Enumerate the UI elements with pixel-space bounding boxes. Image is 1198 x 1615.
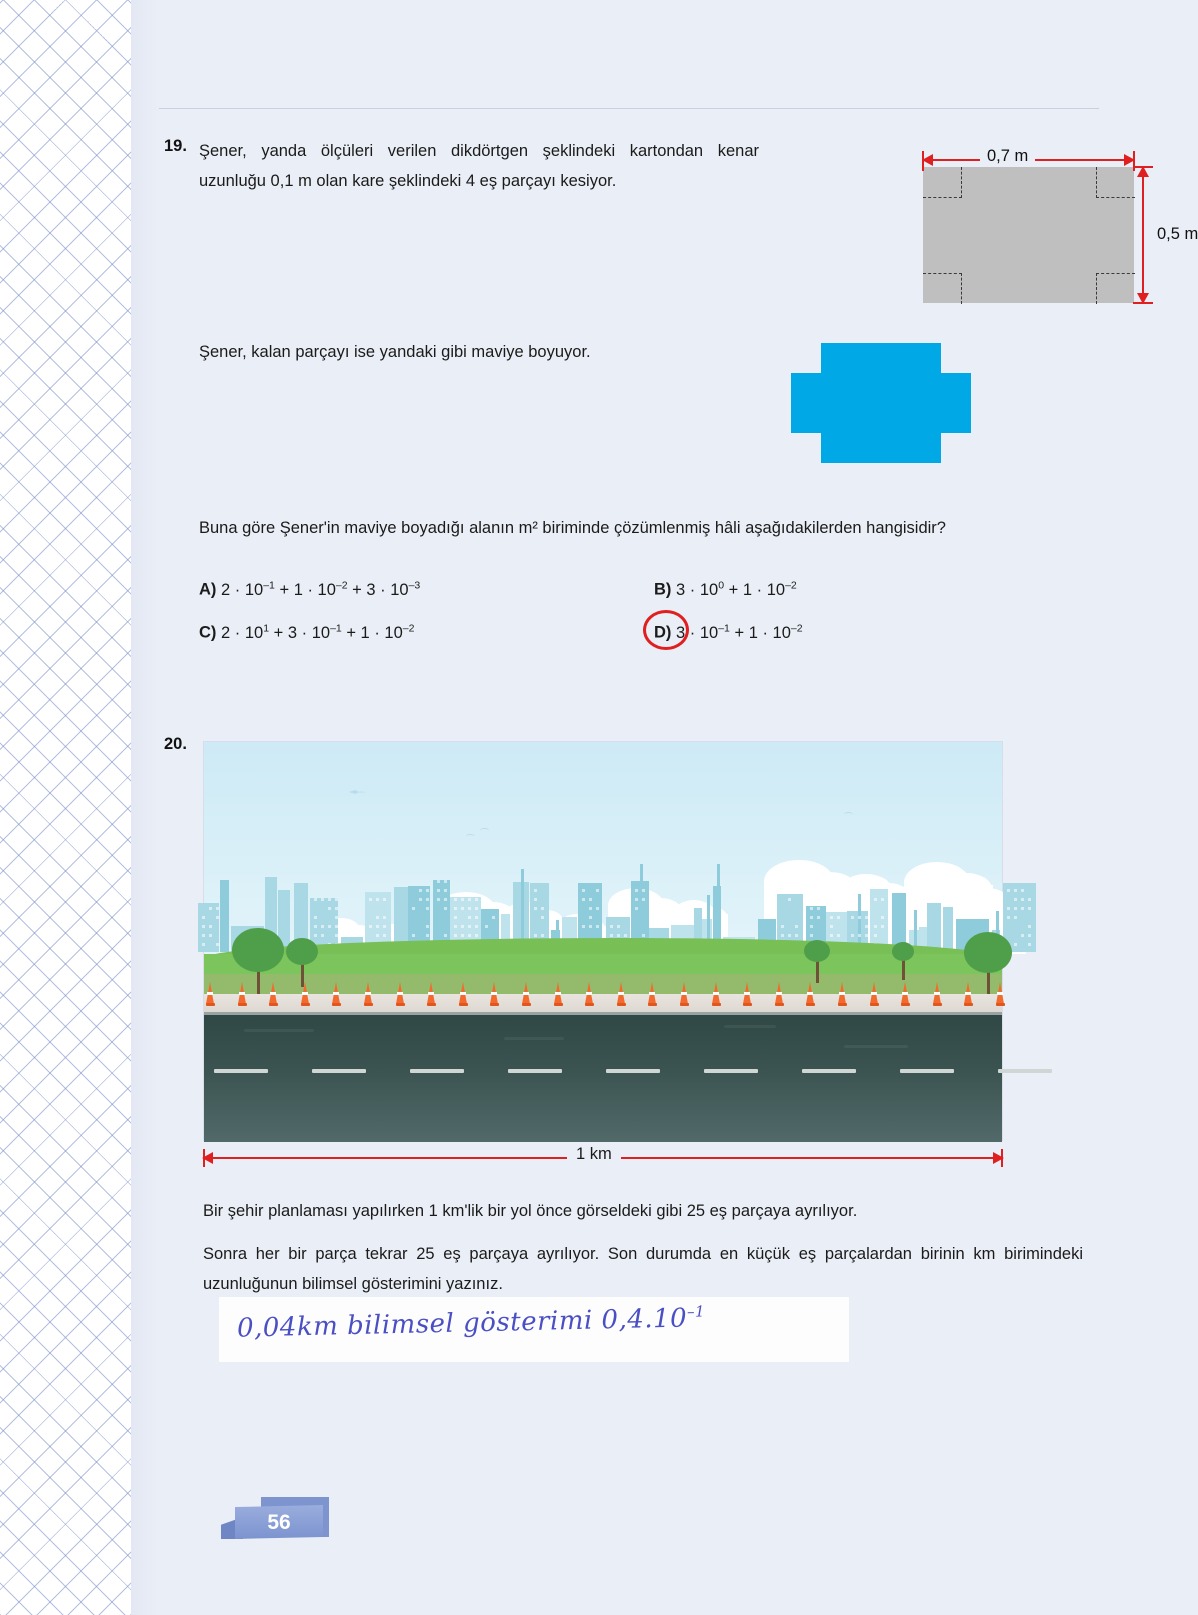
option-a-key: A) [199, 580, 217, 599]
building-window [216, 943, 219, 946]
header-divider [159, 108, 1099, 109]
road-highlight [844, 1045, 908, 1048]
building-window [376, 898, 379, 901]
building-window [209, 934, 212, 937]
building-window [1014, 889, 1017, 892]
building-window [642, 898, 645, 901]
page-content [159, 0, 1198, 1615]
building-window [617, 934, 620, 937]
tree-canopy [964, 932, 1012, 973]
building-window [376, 934, 379, 937]
lane-dash [606, 1069, 660, 1073]
building-window [475, 934, 478, 937]
traffic-cone [870, 980, 879, 1006]
building-window [328, 925, 331, 928]
building-window [865, 934, 868, 937]
building-window [369, 898, 372, 901]
building-window [881, 916, 884, 919]
tree [804, 940, 830, 982]
building-window [830, 916, 833, 919]
traffic-cone [838, 980, 847, 1006]
width-dimension-label: 0,7 m [980, 147, 1035, 166]
building-window [810, 916, 813, 919]
building-window [810, 907, 813, 910]
traffic-cone [206, 980, 215, 1006]
building-window [437, 880, 440, 883]
building-window [444, 907, 447, 910]
building-window [635, 889, 638, 892]
lane-dash [998, 1069, 1052, 1073]
building-window [321, 925, 324, 928]
road-highlight [724, 1025, 776, 1028]
traffic-cone [238, 980, 247, 1006]
building-window [321, 898, 324, 901]
building-window [817, 916, 820, 919]
height-dimension-label: 0,5 m [1157, 225, 1198, 243]
road-surface [204, 1015, 1002, 1142]
building-window [589, 916, 592, 919]
traffic-cone [364, 980, 373, 1006]
traffic-cone [712, 980, 721, 1006]
building-window [426, 907, 429, 910]
traffic-cone [301, 980, 310, 1006]
page-number-badge [221, 1497, 341, 1543]
building-window [851, 916, 854, 919]
building-window [314, 916, 317, 919]
building-window [788, 898, 791, 901]
blue-painted-shape [759, 333, 984, 473]
decorative-margin-pattern [0, 0, 131, 1615]
building-window [1014, 898, 1017, 901]
building-window [426, 925, 429, 928]
building-window [314, 898, 317, 901]
option-b-key: B) [654, 580, 672, 599]
building-window [781, 934, 784, 937]
traffic-cone [933, 980, 942, 1006]
cut-corner-top-right [1096, 167, 1135, 198]
building-window [335, 925, 338, 928]
traffic-cone [648, 980, 657, 1006]
tree-canopy [804, 940, 830, 962]
building-window [865, 916, 868, 919]
tree-canopy [892, 942, 914, 961]
building-window [635, 907, 638, 910]
building-window [202, 943, 205, 946]
building-window [383, 925, 386, 928]
building-window [1028, 943, 1031, 946]
traffic-cone [617, 980, 626, 1006]
building-window [202, 916, 205, 919]
traffic-cone [964, 980, 973, 1006]
lane-dash [704, 1069, 758, 1073]
tree [286, 938, 318, 986]
building-window [541, 907, 544, 910]
building-window [444, 898, 447, 901]
building-window [1014, 943, 1017, 946]
building [943, 907, 953, 952]
option-a-value: $2 \cdot 10^{-1} + 1 \cdot 10^{-2} + 3 \cdot 10^{-3}$ [221, 579, 421, 599]
building-window [610, 934, 613, 937]
building-window [874, 898, 877, 901]
building-window [534, 898, 537, 901]
building-window [209, 907, 212, 910]
handwritten-answer-text: 0,04km bilimsel gösterimi $0,4.10^{-1}$ [236, 1302, 706, 1344]
lane-dash [508, 1069, 562, 1073]
lane-dash [214, 1069, 268, 1073]
building-window [492, 916, 495, 919]
building-window [314, 925, 317, 928]
building-window [461, 934, 464, 937]
traffic-cone [554, 980, 563, 1006]
building-window [1028, 925, 1031, 928]
building-window [335, 934, 338, 937]
building-window [1028, 898, 1031, 901]
building-window [314, 934, 317, 937]
building-window [209, 925, 212, 928]
building-window [468, 907, 471, 910]
building-window [454, 925, 457, 928]
building-window [369, 925, 372, 928]
building-window [874, 934, 877, 937]
building-window [589, 907, 592, 910]
building-window [541, 934, 544, 937]
building-window [202, 934, 205, 937]
building-window [589, 898, 592, 901]
building-window [335, 907, 338, 910]
question-20-paragraph-1: Bir şehir planlaması yapılırken 1 km'lik bir yol önce görseldeki gibi 25 eş parçaya ayrılıyor. [203, 1202, 858, 1220]
cut-corner-top-left [923, 167, 962, 198]
building-window [454, 916, 457, 919]
building-window [444, 934, 447, 937]
lane-dash [410, 1069, 464, 1073]
option-b-value: $3 \cdot 10^0 + 1 \cdot 10^{-2}$ [676, 579, 797, 599]
building-window [596, 925, 599, 928]
building-window [468, 934, 471, 937]
building-window [485, 925, 488, 928]
traffic-cone [396, 980, 405, 1006]
building-window [596, 907, 599, 910]
building-window [788, 934, 791, 937]
km-scale-bar [203, 1147, 1003, 1169]
building-window [795, 925, 798, 928]
building-window [642, 889, 645, 892]
cut-corner-bottom-left [923, 273, 962, 304]
traffic-cone [775, 980, 784, 1006]
building-window [468, 925, 471, 928]
traffic-cone [427, 980, 436, 1006]
option-d-value: $3 \cdot 10^{-1} + 1 \cdot 10^{-2}$ [676, 622, 803, 642]
building-window [1021, 898, 1024, 901]
building-window [534, 889, 537, 892]
building-window [582, 889, 585, 892]
building-window [461, 898, 464, 901]
traffic-cone [490, 980, 499, 1006]
building-window [830, 934, 833, 937]
building-window [596, 889, 599, 892]
margin-edge-gradient [131, 0, 159, 1615]
road-highlight [244, 1029, 314, 1032]
option-c-value: $2 \cdot 10^1 + 3 \cdot 10^{-1} + 1 \cdot 10^{-2}$ [221, 622, 415, 642]
building-window [881, 925, 884, 928]
building-window [830, 925, 833, 928]
building-window [781, 925, 784, 928]
question-19-number: 19. [164, 137, 187, 155]
building [927, 903, 941, 952]
building-window [475, 916, 478, 919]
tree [892, 942, 914, 980]
traffic-cone [996, 980, 1005, 1006]
traffic-cone [332, 980, 341, 1006]
tree-canopy [232, 928, 284, 972]
building-window [874, 925, 877, 928]
question-19-prompt: Buna göre Şener'in maviye boyadığı alanın m² biriminde çözümlenmiş hâli aşağıdakilerden hangisidir? [199, 519, 946, 537]
building-window [1014, 916, 1017, 919]
building-window [461, 907, 464, 910]
building-window [202, 925, 205, 928]
building-window [810, 934, 813, 937]
building-window [437, 898, 440, 901]
building-window [1028, 934, 1031, 937]
lane-dash [900, 1069, 954, 1073]
traffic-cone [522, 980, 531, 1006]
building-window [412, 934, 415, 937]
building-window [437, 889, 440, 892]
building-window [534, 934, 537, 937]
building-window [1014, 907, 1017, 910]
tree-canopy [286, 938, 318, 965]
building-window [454, 934, 457, 937]
building-window [475, 907, 478, 910]
building-window [617, 925, 620, 928]
building-window [376, 916, 379, 919]
building-window [1007, 916, 1010, 919]
building-window [881, 898, 884, 901]
building-window [454, 898, 457, 901]
question-20-number: 20. [164, 735, 187, 753]
handwritten-answer-box[interactable] [219, 1297, 849, 1362]
building-window [1021, 889, 1024, 892]
building-window [444, 880, 447, 883]
building-window [810, 925, 813, 928]
road-illustration [203, 741, 1003, 1141]
building-window [444, 889, 447, 892]
option-a[interactable] [199, 579, 420, 600]
lane-dash [802, 1069, 856, 1073]
lane-dash [312, 1069, 366, 1073]
traffic-cone [743, 980, 752, 1006]
building-window [851, 934, 854, 937]
building-window [383, 934, 386, 937]
traffic-cone [585, 980, 594, 1006]
building-window [541, 916, 544, 919]
building-window [216, 907, 219, 910]
sidewalk [204, 994, 1002, 1012]
height-dimension-arrow [1142, 167, 1144, 303]
traffic-cone [901, 980, 910, 1006]
traffic-cone [680, 980, 689, 1006]
building-window [383, 898, 386, 901]
building-window [328, 907, 331, 910]
building-window [383, 916, 386, 919]
building-window [475, 898, 478, 901]
option-d-key: D) [654, 623, 672, 642]
building-window [582, 925, 585, 928]
question-20-paragraph-2: Sonra her bir parça tekrar 25 eş parçaya ayrılıyor. Son durumda en küçük eş parçalardan birinin km birimindeki uzunluğunun bilimsel gösterimini yazınız. [203, 1245, 1083, 1293]
building-window [1021, 934, 1024, 937]
building-window [837, 934, 840, 937]
option-b[interactable] [654, 579, 797, 600]
building-window [642, 934, 645, 937]
building-window [321, 934, 324, 937]
traffic-cone [269, 980, 278, 1006]
option-c-key: C) [199, 623, 217, 642]
building-window [454, 907, 457, 910]
building-window [858, 916, 861, 919]
building [220, 880, 229, 952]
building-window [475, 925, 478, 928]
building-window [335, 916, 338, 919]
building-window [419, 898, 422, 901]
building-window [858, 934, 861, 937]
building-window [468, 898, 471, 901]
question-19-stem: Şener, yanda ölçüleri verilen dikdörtgen şeklindeki kartondan kenar uzunluğu 0,1 m olan kare şeklindeki 4 eş parçayı kesiyor. [199, 142, 759, 190]
building-window [624, 934, 627, 937]
building-window [1007, 907, 1010, 910]
building-window [582, 898, 585, 901]
building-window [468, 916, 471, 919]
building-window [865, 925, 868, 928]
building-window [426, 889, 429, 892]
option-c[interactable] [199, 622, 414, 643]
building-window [610, 925, 613, 928]
building-window [412, 907, 415, 910]
traffic-cone [806, 980, 815, 1006]
cut-corner-bottom-right [1096, 273, 1135, 304]
building-window [1021, 907, 1024, 910]
building-window [1028, 907, 1031, 910]
building-window [534, 907, 537, 910]
traffic-cone [459, 980, 468, 1006]
carton-figure [759, 139, 1198, 319]
page-number-text: 56 [267, 1511, 291, 1534]
km-label: 1 km [567, 1145, 621, 1164]
building-window [589, 925, 592, 928]
road-highlight [504, 1037, 564, 1040]
building-window [216, 916, 219, 919]
building-window [817, 907, 820, 910]
building-window [461, 925, 464, 928]
building-window [1007, 889, 1010, 892]
option-d[interactable] [654, 622, 803, 643]
building-window [426, 934, 429, 937]
building-window [795, 934, 798, 937]
building-window [376, 925, 379, 928]
building-window [335, 898, 338, 901]
question-19-sentence-2: Şener, kalan parçayı ise yandaki gibi maviye boyuyor. [199, 343, 591, 361]
blue-shape-vertical-bar [821, 343, 941, 463]
building-window [419, 889, 422, 892]
building-window [635, 898, 638, 901]
building-window [837, 916, 840, 919]
building-window [328, 898, 331, 901]
building-window [426, 898, 429, 901]
